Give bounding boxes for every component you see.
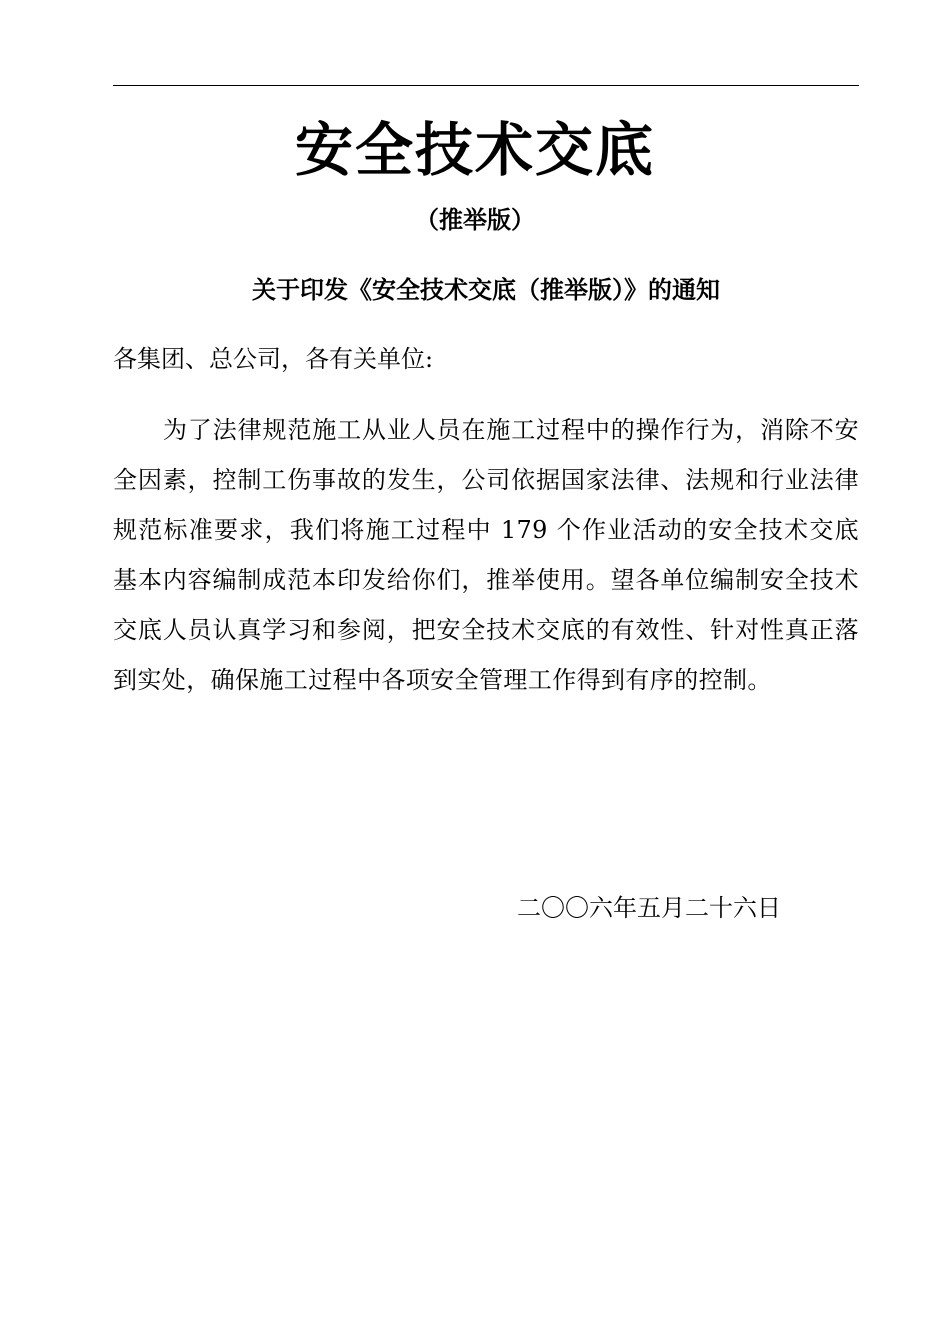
header-rule: [113, 85, 859, 86]
body-paragraph: 为了法律规范施工从业人员在施工过程中的操作行为，消除不安全因素，控制工伤事故的发生，公司依据国家法律、法规和行业法律规范标准要求，我们将施工过程中 179 个作业活动的安全技术交底基本内容编制成范本印发给你们，推举使用。望各单位编制安全技术交底人员认真学习和参阅，把安全技术交底的有效性、针对性真正落到实处，确保施工过程中各项安全管理工作得到有序的控制。: [113, 416, 859, 694]
document-title: 安全技术交底: [294, 116, 655, 184]
document-subtitle: （推举版）: [415, 205, 535, 234]
salutation: 各集团、总公司，各有关单位:: [113, 345, 434, 373]
notice-heading: 关于印发《安全技术交底（推举版）》的通知: [252, 275, 720, 304]
issue-date: 二〇〇六年五月二十六日: [517, 894, 781, 922]
